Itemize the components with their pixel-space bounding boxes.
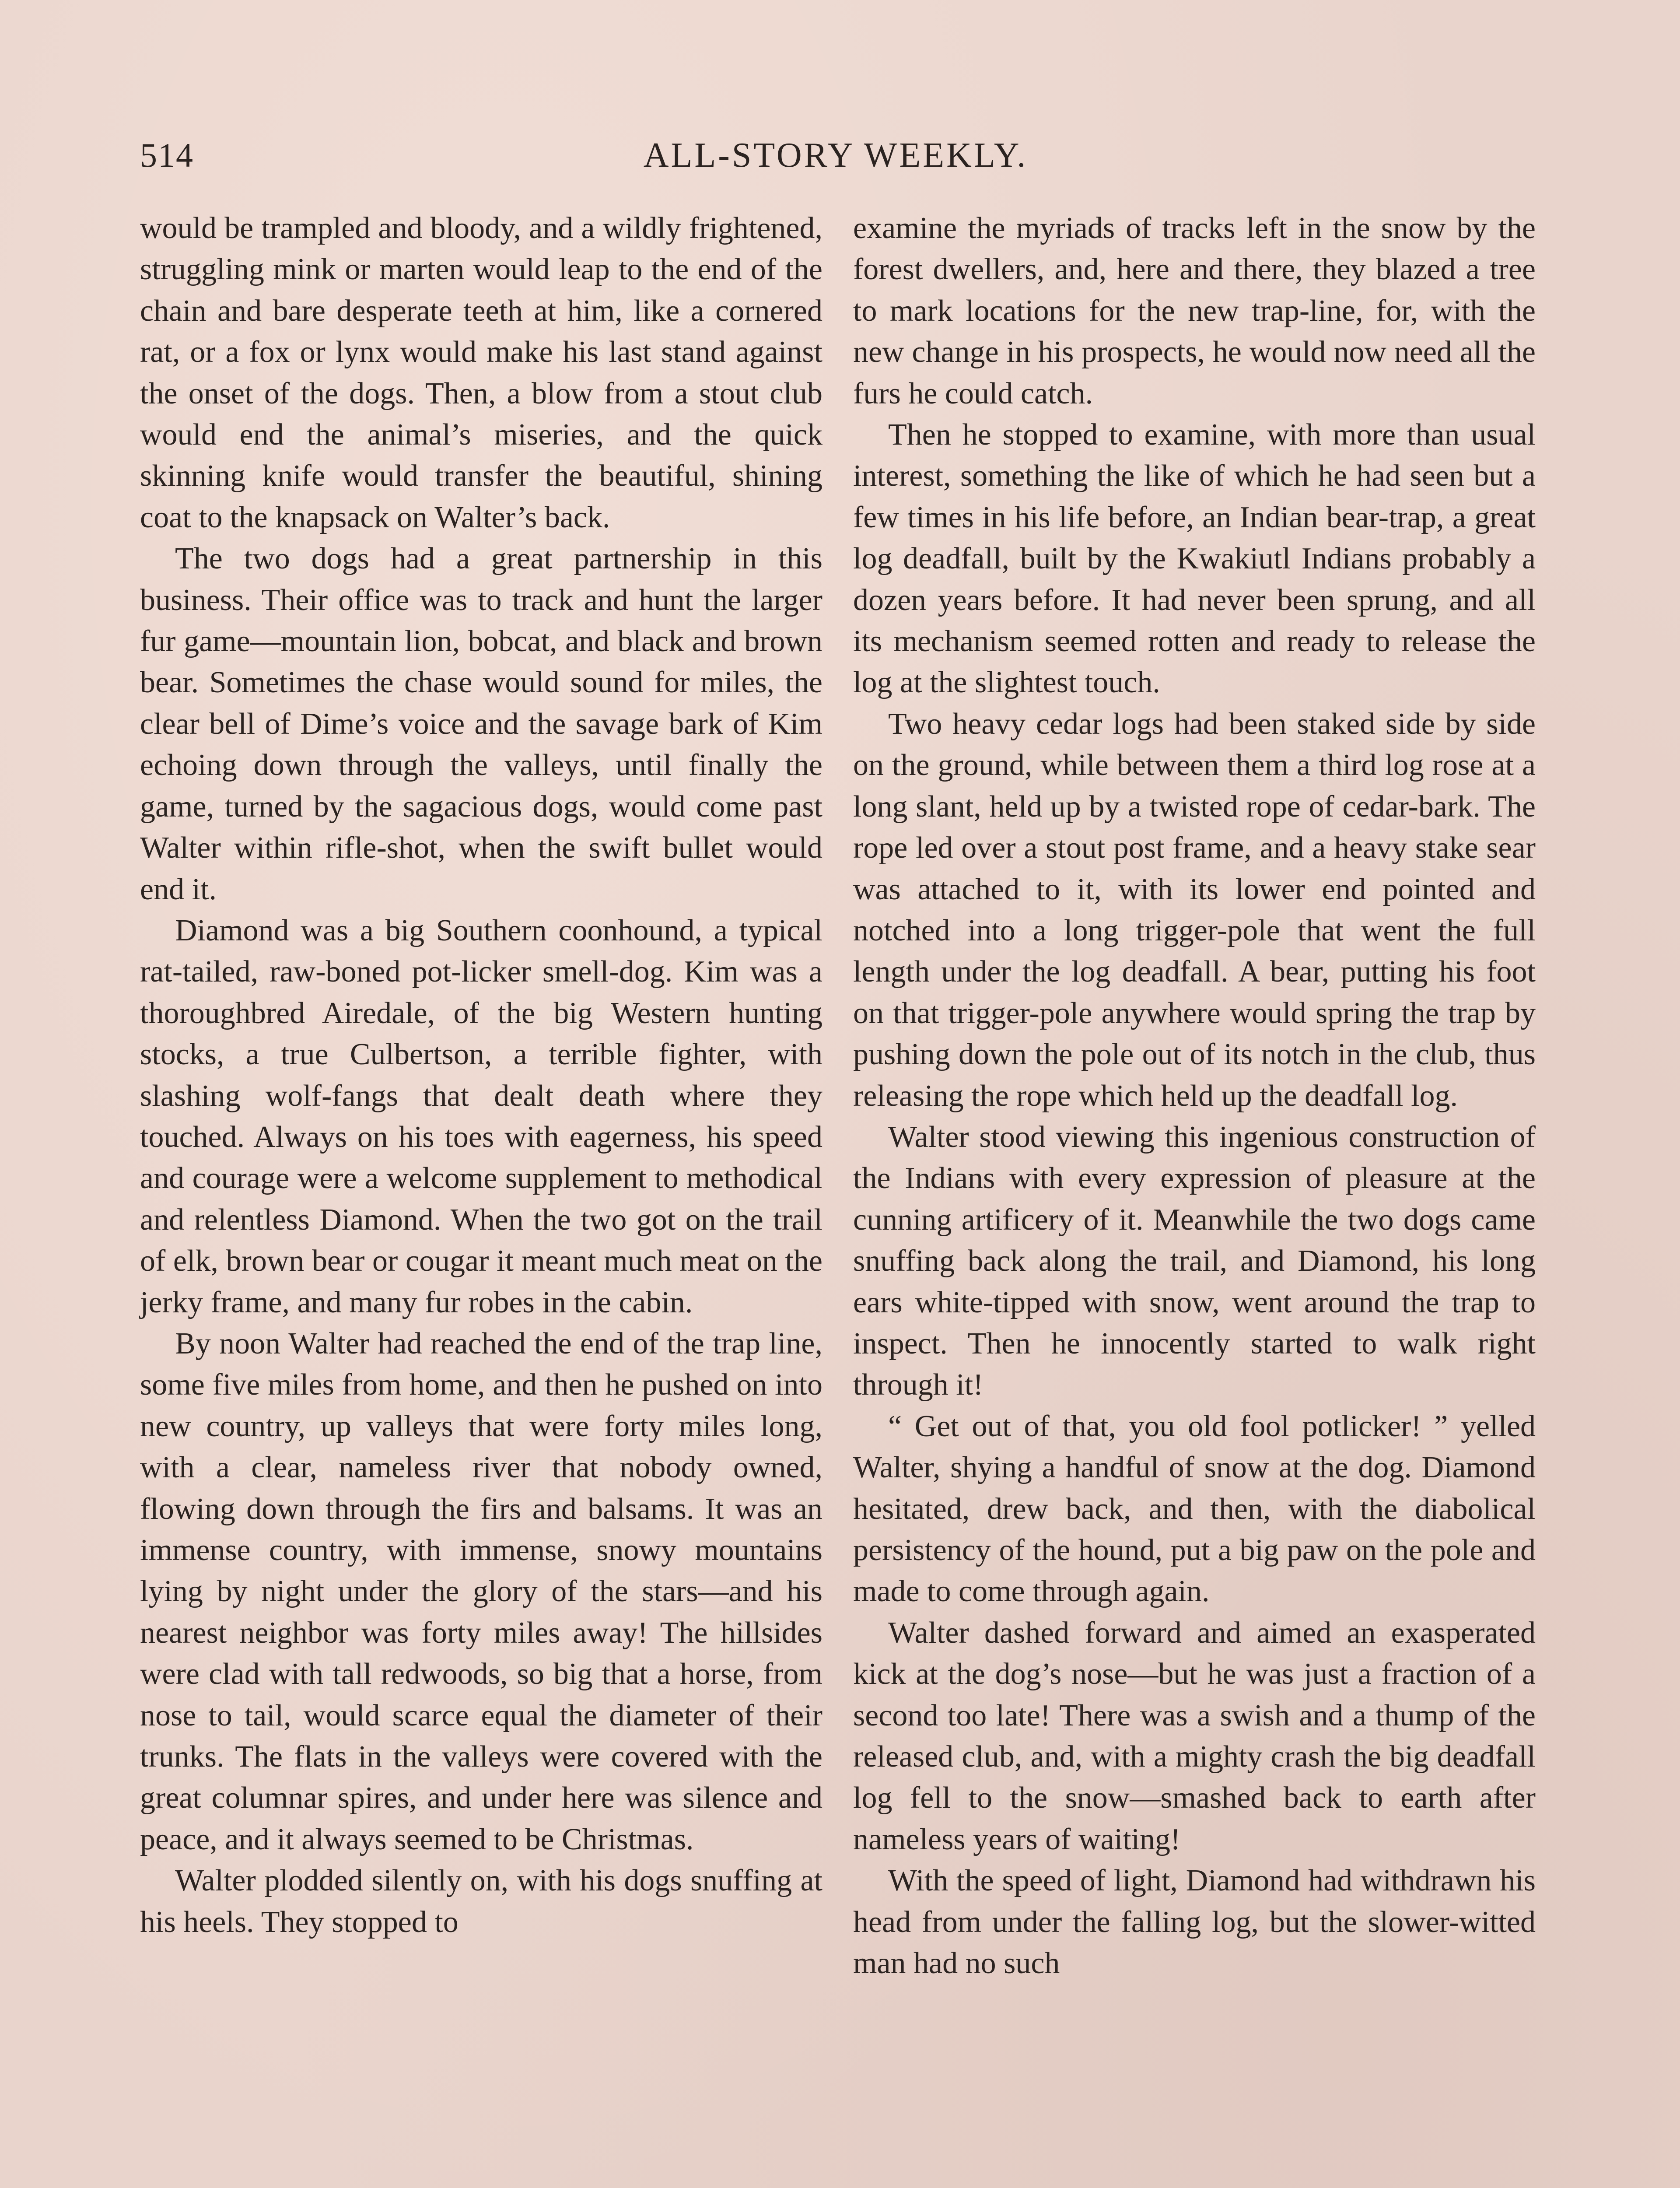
running-head: ALL-STORY WEEKLY.: [643, 136, 1028, 175]
right-column: [853, 208, 1536, 1984]
paragraph: Two heavy cedar logs had been staked side by side on the ground, while between them a third log rose at a long slant, held up by a twisted rope of cedar-bark. The rope led over a stout post frame, and a heavy stake sear was attached to it, with its lower end pointed and notched into a long trigger-pole that went the full length under the log deadfall. A bear, putting his foot on that trigger-pole anywhere would spring the trap by pushing down the pole out of its notch in the club, thus releasing the rope which held up the deadfall log.: [853, 707, 1536, 1113]
page-number: 514: [140, 136, 194, 174]
paragraph: The two dogs had a great partnership in this business. Their office was to track and hunt the larger fur game—mountain lion, bobcat, and black and brown bear. Sometimes the chase would sound for miles, the clear bell of Dime’s voice and the savage bark of Kim echoing down through the valleys, until finally the game, turned by the sagacious dogs, would come past Walter within rifle-shot, when the swift bullet would end it.: [140, 542, 822, 906]
paragraph: Then he stopped to examine, with more than usual interest, something the like of which he had seen but a few times in his life before, an Indian bear-trap, a great log deadfall, built by the Kwakiutl Indians probably a dozen years before. It had never been sprung, and all its mechanism seemed rotten and ready to release the log at the slightest touch.: [853, 418, 1536, 700]
paragraph: Walter dashed forward and aimed an exasperated kick at the dog’s nose—but he was just a fraction of a second too late! There was a swish and a thump of the released club, and, with a mighty crash the big deadfall log fell to the snow—smashed back to earth after nameless years of waiting!: [853, 1616, 1536, 1856]
paragraph: “ Get out of that, you old fool potlicker! ” yelled Walter, shying a handful of snow at the dog. Diamond hesitated, drew back, and then, with the diabolical persistency of the hound, put a big paw on the pole and made to come through again.: [853, 1409, 1536, 1609]
paragraph: By noon Walter had reached the end of the trap line, some five miles from home, and then he pushed on into new country, up valleys that were forty miles long, with a clear, nameless river that nobody owned, flowing down through the firs and balsams. It was an immense country, with immense, snowy mountains lying by night under the glory of the stars—and his nearest neighbor was forty miles away! The hillsides were clad with tall redwoods, so big that a horse, from nose to tail, would scarce equal the diameter of their trunks. The flats in the valleys were covered with the great columnar spires, and under here was silence and peace, and it always seemed to be Christmas.: [140, 1326, 822, 1856]
paragraph: With the speed of light, Diamond had withdrawn his head from under the falling log, but the slower-witted man had no such: [853, 1864, 1536, 1981]
paragraph: would be trampled and bloody, and a wildly frightened, struggling mink or marten would leap to the end of the chain and bare desperate teeth at him, like a cornered rat, or a fox or lynx would make his last stand against the onset of the dogs. Then, a blow from a stout club would end the animal’s miseries, and the quick skinning knife would transfer the beautiful, shining coat to the knapsack on Walter’s back.: [140, 211, 822, 534]
page-header: [140, 131, 1531, 179]
paragraph: Walter plodded silently on, with his dogs snuffing at his heels. They stopped to: [140, 1864, 822, 1939]
paragraph: Diamond was a big Southern coonhound, a typical rat-tailed, raw-boned pot-licker smell-dog. Kim was a thoroughbred Airedale, of the big Western hunting stocks, a true Culbertson, a terrible fighter, with slashing wolf-fangs that dealt death where they touched. Always on his toes with eagerness, his speed and courage were a welcome supplement to methodical and relentless Diamond. When the two got on the trail of elk, brown bear or cougar it meant much meat on the jerky frame, and many fur robes in the cabin.: [140, 913, 822, 1319]
paragraph: Walter stood viewing this ingenious construction of the Indians with every expression of pleasure at the cunning artificery of it. Meanwhile the two dogs came snuffing back along the trail, and Diamond, his long ears white-tipped with snow, went around the trap to inspect. Then he innocently started to walk right through it!: [853, 1120, 1536, 1402]
paragraph: examine the myriads of tracks left in the snow by the forest dwellers, and, here and there, they blazed a tree to mark locations for the new trap-line, for, with the new change in his prospects, he would now need all the furs he could catch.: [853, 211, 1536, 410]
left-column: [140, 208, 822, 1943]
